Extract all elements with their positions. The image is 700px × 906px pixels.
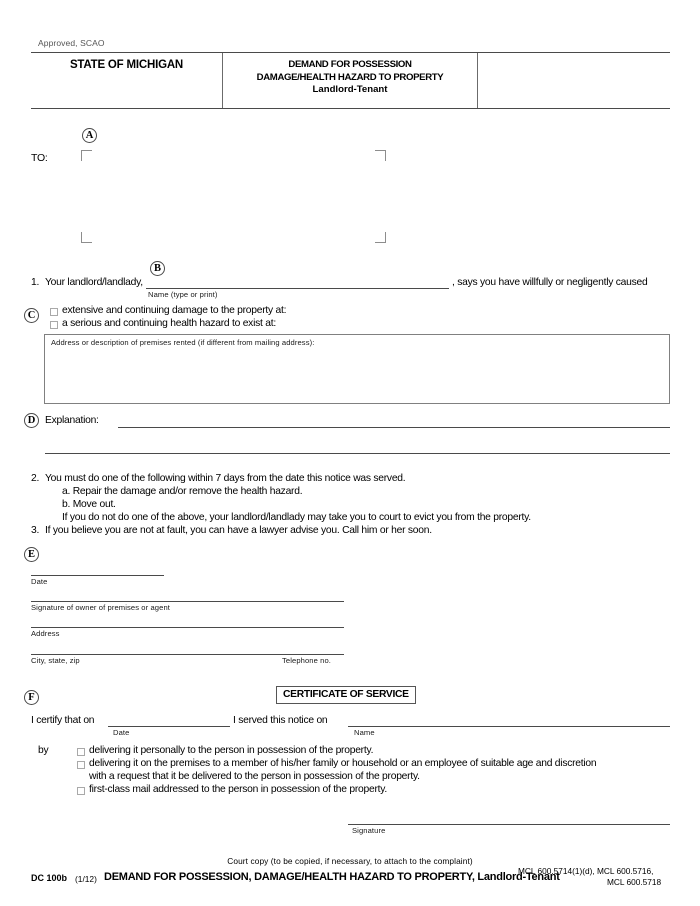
certificate-name-rule[interactable] — [348, 726, 670, 727]
checkbox-family-delivery-label-line-1: delivering it on the premises to a member of his/her family or household or an employee of suitable age and discretion — [89, 758, 597, 769]
server-signature-rule[interactable] — [348, 824, 670, 825]
certificate-date-rule[interactable] — [108, 726, 230, 727]
header-table-top-border — [31, 52, 670, 53]
court-copy-note: Court copy (to be copied, if necessary, to attach to the complaint) — [227, 856, 473, 866]
item-3-text: If you believe you are not at fault, you can have a lawyer advise you. Call him or her soon. — [45, 525, 432, 536]
owner-telephone-caption: Telephone no. — [282, 656, 332, 665]
marker-e: E — [24, 547, 39, 562]
item-2-closing-text: If you do not do one of the above, your landlord/landlady may take you to court to evict you from the property. — [62, 512, 531, 523]
to-box-corner-top-left — [81, 150, 92, 161]
form-code: DC 100b — [31, 873, 68, 883]
form-title-line-3: Landlord-Tenant — [312, 84, 388, 96]
owner-city-caption: City, state, zip — [31, 656, 80, 665]
to-box-corner-bottom-right — [375, 232, 386, 243]
checkbox-health-hazard-label: a serious and continuing health hazard to exist at: — [62, 318, 276, 329]
item-1-text-after: , says you have willfully or negligently caused — [452, 277, 648, 288]
item-3-number: 3. — [31, 525, 40, 536]
to-box-corner-top-right — [375, 150, 386, 161]
item-2a-text: a. Repair the damage and/or remove the health hazard. — [62, 486, 303, 497]
checkbox-personal-delivery[interactable] — [77, 748, 85, 756]
mcl-citation-line-2: MCL 600.5718 — [607, 877, 662, 887]
approved-scao-label: Approved, SCAO — [38, 38, 105, 48]
owner-address-rule[interactable] — [31, 627, 344, 628]
checkbox-extensive-damage[interactable] — [50, 308, 58, 316]
item-1-number: 1. — [31, 277, 40, 288]
explanation-rule-2[interactable] — [45, 453, 670, 454]
checkbox-family-delivery-label-line-2: with a request that it be delivered to the person in possession of the property. — [89, 771, 420, 782]
certificate-name-caption: Name — [354, 728, 375, 737]
certificate-date-caption: Date — [113, 728, 130, 737]
owner-signature-caption: Signature of owner of premises or agent — [31, 603, 170, 612]
to-box-corner-bottom-left — [81, 232, 92, 243]
state-of-michigan-cell: STATE OF MICHIGAN — [69, 59, 184, 71]
form-revision: (1/12) — [75, 874, 97, 884]
form-title-line-1: DEMAND FOR POSSESSION — [288, 59, 412, 70]
item-1-text-before: Your landlord/landlady, — [45, 277, 143, 288]
explanation-label: Explanation: — [45, 415, 99, 426]
checkbox-first-class-mail[interactable] — [77, 787, 85, 795]
owner-address-caption: Address — [31, 629, 60, 638]
checkbox-first-class-mail-label: first-class mail addressed to the person in possession of the property. — [89, 784, 387, 795]
by-label: by — [38, 745, 49, 756]
form-title-line-2: DAMAGE/HEALTH HAZARD TO PROPERTY — [256, 71, 444, 83]
certify-text-before: I certify that on — [31, 715, 95, 726]
to-label: TO: — [31, 152, 48, 164]
landlord-name-rule[interactable] — [146, 288, 449, 289]
owner-city-rule[interactable] — [31, 654, 344, 655]
item-2-text: You must do one of the following within 7 days from the date this notice was served. — [45, 473, 406, 484]
certify-text-after: I served this notice on — [233, 715, 328, 726]
marker-d: D — [24, 413, 39, 428]
checkbox-family-delivery[interactable] — [77, 761, 85, 769]
header-table-bottom-border — [31, 108, 670, 109]
owner-date-rule[interactable] — [31, 575, 164, 576]
header-table-divider-2 — [477, 53, 478, 108]
marker-b: B — [150, 261, 165, 276]
server-signature-caption: Signature — [352, 826, 386, 835]
checkbox-personal-delivery-label: delivering it personally to the person in possession of the property. — [89, 745, 374, 756]
item-2-number: 2. — [31, 473, 40, 484]
checkbox-health-hazard[interactable] — [50, 321, 58, 329]
owner-date-caption: Date — [31, 577, 48, 586]
form-header-table — [31, 52, 670, 109]
premises-address-caption: Address or description of premises rented (if different from mailing address): — [51, 338, 315, 347]
landlord-name-caption: Name (type or print) — [148, 290, 218, 299]
item-2b-text: b. Move out. — [62, 499, 116, 510]
certificate-of-service-title: CERTIFICATE OF SERVICE — [276, 686, 416, 704]
marker-f: F — [24, 690, 39, 705]
explanation-rule-1[interactable] — [118, 427, 670, 428]
checkbox-extensive-damage-label: extensive and continuing damage to the property at: — [62, 305, 287, 316]
form-title-cell — [223, 59, 477, 97]
owner-signature-rule[interactable] — [31, 601, 344, 602]
mcl-citation-line-1: MCL 600.5714(1)(d), MCL 600.5716, — [518, 866, 654, 876]
marker-a: A — [82, 128, 97, 143]
marker-c: C — [24, 308, 39, 323]
footer-form-title: DEMAND FOR POSSESSION, DAMAGE/HEALTH HAZARD TO PROPERTY, Landlord-Tenant — [104, 871, 560, 883]
